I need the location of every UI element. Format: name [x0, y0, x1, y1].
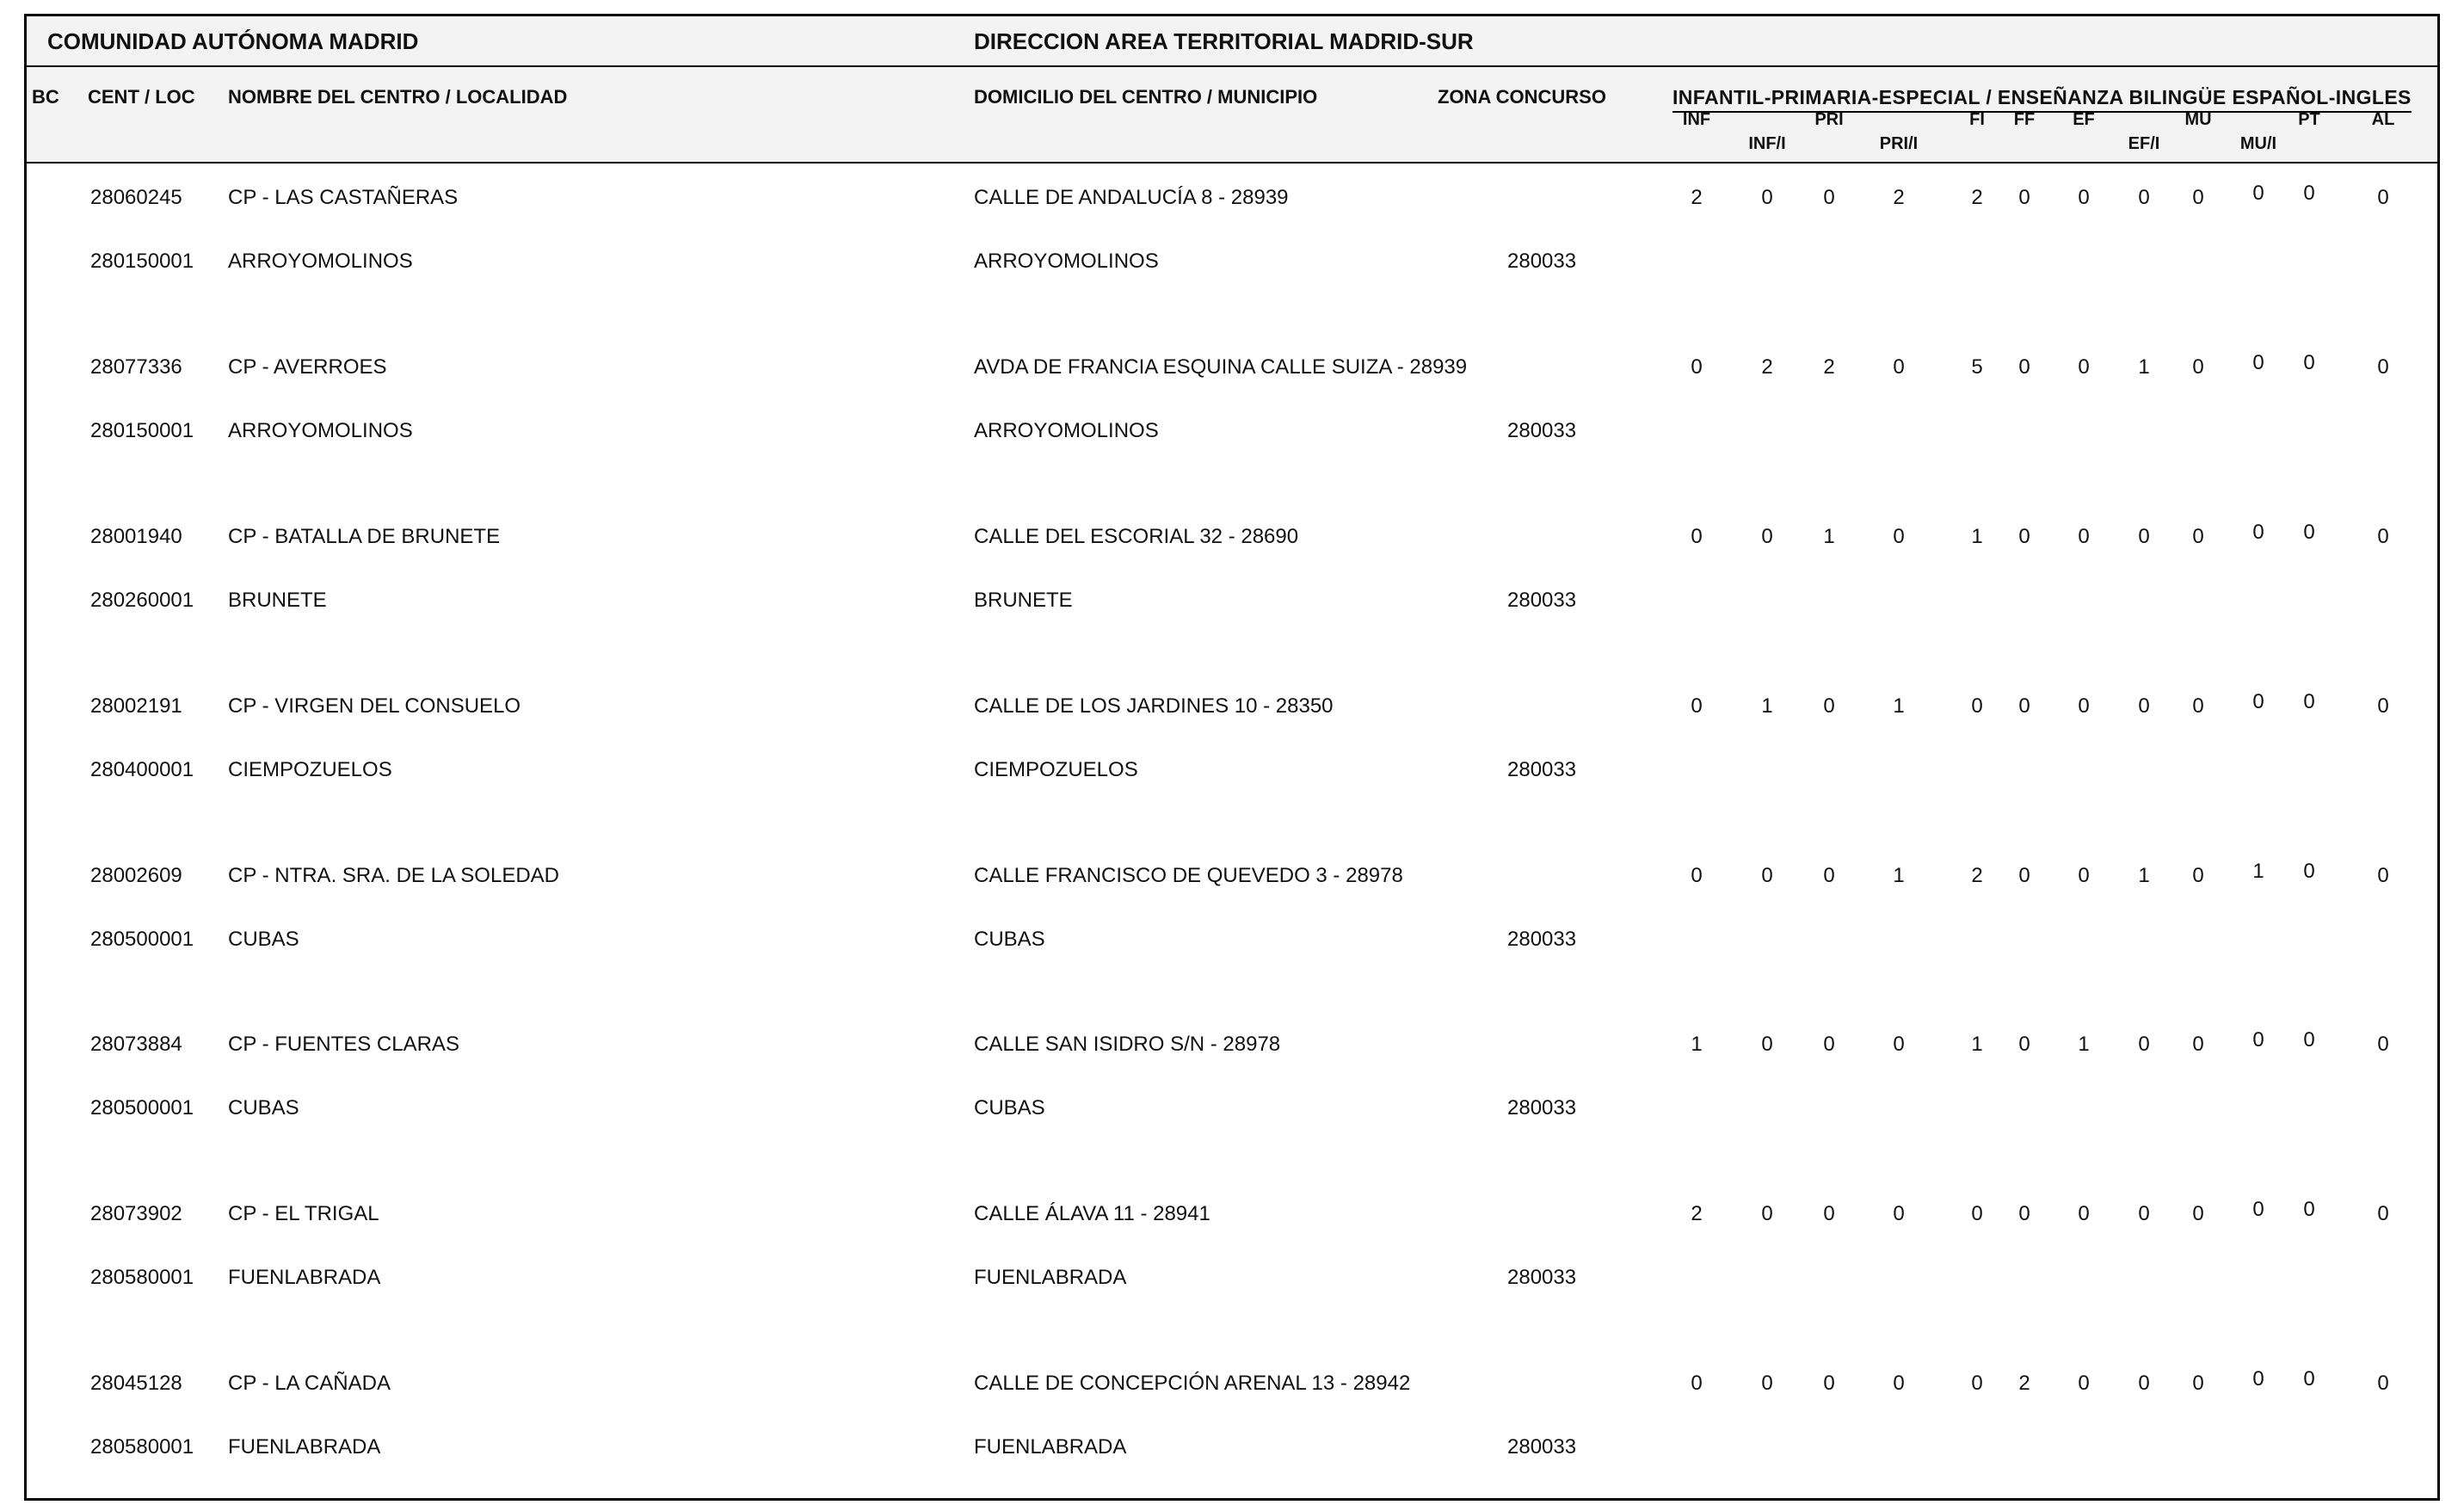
- school-address: CALLE DEL ESCORIAL 32 - 28690: [974, 524, 1299, 548]
- school-entry: [27, 503, 2437, 672]
- value-inf: 2: [1691, 1202, 1703, 1226]
- value-pt: 0: [2303, 1367, 2315, 1391]
- school-name: CP - BATALLA DE BRUNETE: [228, 524, 501, 548]
- value-ef-i: 0: [2138, 694, 2150, 718]
- column-header-bc: BC: [32, 86, 59, 108]
- school-entry: [27, 1349, 2437, 1501]
- school-name: CP - EL TRIGAL: [228, 1202, 379, 1226]
- value-inf: 0: [1691, 355, 1703, 379]
- value-mu-i: 0: [2252, 1028, 2264, 1052]
- value-ff: 2: [2018, 1372, 2030, 1396]
- value-ff: 0: [2018, 186, 2030, 209]
- school-name: CP - NTRA. SRA. DE LA SOLEDAD: [228, 863, 559, 887]
- value-pri: 1: [1823, 524, 1835, 548]
- col-pt: PT: [2298, 110, 2320, 129]
- school-name: CP - VIRGEN DEL CONSUELO: [228, 694, 521, 718]
- value-ff: 0: [2018, 694, 2030, 718]
- value-ef: 0: [2078, 1202, 2090, 1226]
- value-al: 0: [2377, 355, 2389, 379]
- locality-code: 280150001: [90, 250, 194, 273]
- value-al: 0: [2377, 1202, 2389, 1226]
- value-mu: 0: [2192, 1033, 2204, 1057]
- value-inf: 0: [1691, 1372, 1703, 1396]
- col-mu-i: MU/I: [2239, 134, 2277, 153]
- value-fi: 1: [1971, 524, 1983, 548]
- value-pri: 0: [1823, 186, 1835, 209]
- municipality-name: CUBAS: [974, 1096, 1045, 1120]
- school-address: CALLE SAN ISIDRO S/N - 28978: [974, 1033, 1281, 1057]
- locality-name: FUENLABRADA: [228, 1435, 381, 1459]
- school-name: CP - LAS CASTAÑERAS: [228, 186, 459, 209]
- value-fi: 2: [1971, 863, 1983, 887]
- value-pri-i: 2: [1893, 186, 1905, 209]
- col-inf: INF: [1682, 110, 1711, 129]
- locality-code: 280500001: [90, 1096, 194, 1120]
- value-mu: 0: [2192, 524, 2204, 548]
- value-ef: 0: [2078, 186, 2090, 209]
- value-inf-i: 0: [1761, 186, 1773, 209]
- locality-name: CUBAS: [228, 1096, 299, 1120]
- value-ef-i: 0: [2138, 186, 2150, 209]
- value-ef: 0: [2078, 355, 2090, 379]
- value-fi: 0: [1971, 1202, 1983, 1226]
- value-fi: 5: [1971, 355, 1983, 379]
- value-mu: 0: [2192, 186, 2204, 209]
- school-address: CALLE DE ANDALUCÍA 8 - 28939: [974, 186, 1289, 209]
- municipality-name: FUENLABRADA: [974, 1266, 1127, 1290]
- column-group-header: [1672, 86, 2437, 113]
- value-al: 0: [2377, 524, 2389, 548]
- value-al: 0: [2377, 694, 2389, 718]
- value-mu-i: 0: [2252, 1367, 2264, 1391]
- value-ef-i: 0: [2138, 1033, 2150, 1057]
- value-pri: 0: [1823, 1202, 1835, 1226]
- value-ff: 0: [2018, 863, 2030, 887]
- value-ff: 0: [2018, 1033, 2030, 1057]
- school-entry: [27, 672, 2437, 842]
- school-code: 28002609: [90, 863, 182, 887]
- municipality-name: ARROYOMOLINOS: [974, 250, 1159, 273]
- municipality-name: FUENLABRADA: [974, 1435, 1127, 1459]
- school-entry: [27, 1010, 2437, 1180]
- value-pri-i: 0: [1893, 524, 1905, 548]
- community-title: COMUNIDAD AUTÓNOMA MADRID: [47, 28, 419, 54]
- value-ef-i: 1: [2138, 355, 2150, 379]
- header-divider: [27, 65, 2437, 67]
- school-code: 28001940: [90, 524, 182, 548]
- value-ef-i: 1: [2138, 863, 2150, 887]
- column-header-zona-concurso: ZONA CONCURSO: [1438, 86, 1606, 108]
- school-entry: [27, 163, 2437, 333]
- value-mu-i: 1: [2252, 859, 2264, 883]
- zona-concurso-value: 280033: [1507, 1096, 1577, 1120]
- value-pri-i: 0: [1893, 1372, 1905, 1396]
- zona-concurso-value: 280033: [1507, 588, 1577, 612]
- locality-code: 280150001: [90, 418, 194, 442]
- col-al: AL: [2371, 110, 2395, 129]
- value-pri-i: 1: [1893, 863, 1905, 887]
- value-mu-i: 0: [2252, 1198, 2264, 1222]
- value-pri: 2: [1823, 355, 1835, 379]
- value-ef-i: 0: [2138, 1202, 2150, 1226]
- value-inf-i: 2: [1761, 355, 1773, 379]
- locality-code: 280500001: [90, 927, 194, 951]
- col-pri: PRI: [1814, 110, 1844, 129]
- value-pri-i: 0: [1893, 1033, 1905, 1057]
- value-mu: 0: [2192, 694, 2204, 718]
- value-inf: 0: [1691, 694, 1703, 718]
- school-entry: [27, 333, 2437, 503]
- value-ef-i: 0: [2138, 1372, 2150, 1396]
- locality-code: 280400001: [90, 757, 194, 781]
- col-ef: EF: [2073, 110, 2095, 129]
- value-pt: 0: [2303, 689, 2315, 713]
- school-entry: [27, 842, 2437, 1011]
- value-pri-i: 1: [1893, 694, 1905, 718]
- value-ff: 0: [2018, 1202, 2030, 1226]
- value-mu: 0: [2192, 1202, 2204, 1226]
- value-pt: 0: [2303, 520, 2315, 544]
- value-al: 0: [2377, 863, 2389, 887]
- value-ef: 0: [2078, 694, 2090, 718]
- value-pt: 0: [2303, 859, 2315, 883]
- value-al: 0: [2377, 1372, 2389, 1396]
- column-header-cent-loc: CENT / LOC: [88, 86, 195, 108]
- school-code: 28002191: [90, 694, 182, 718]
- col-pri-i: PRI/I: [1879, 134, 1919, 153]
- locality-code: 280260001: [90, 588, 194, 612]
- zona-concurso-value: 280033: [1507, 757, 1577, 781]
- value-mu: 0: [2192, 1372, 2204, 1396]
- school-address: AVDA DE FRANCIA ESQUINA CALLE SUIZA - 28939: [974, 355, 1468, 379]
- value-inf-i: 1: [1761, 694, 1773, 718]
- value-fi: 2: [1971, 186, 1983, 209]
- value-mu-i: 0: [2252, 689, 2264, 713]
- column-group-header-text: INFANTIL-PRIMARIA-ESPECIAL / ENSEÑANZA BILINGÜE ESPAÑOL-INGLES: [1672, 86, 2412, 113]
- value-inf: 0: [1691, 863, 1703, 887]
- value-al: 0: [2377, 1033, 2389, 1057]
- value-ef: 1: [2078, 1033, 2090, 1057]
- locality-code: 280580001: [90, 1266, 194, 1290]
- document-sheet: [24, 14, 2440, 1501]
- school-code: 28045128: [90, 1372, 182, 1396]
- locality-name: FUENLABRADA: [228, 1266, 381, 1290]
- municipality-name: CIEMPOZUELOS: [974, 757, 1138, 781]
- column-header-nombre: NOMBRE DEL CENTRO / LOCALIDAD: [228, 86, 568, 108]
- value-pri: 0: [1823, 863, 1835, 887]
- locality-name: ARROYOMOLINOS: [228, 418, 413, 442]
- locality-name: BRUNETE: [228, 588, 327, 612]
- school-code: 28073902: [90, 1202, 182, 1226]
- value-ef: 0: [2078, 1372, 2090, 1396]
- value-pri-i: 0: [1893, 1202, 1905, 1226]
- municipality-name: BRUNETE: [974, 588, 1073, 612]
- value-pt: 0: [2303, 350, 2315, 374]
- value-mu-i: 0: [2252, 182, 2264, 205]
- value-mu-i: 0: [2252, 520, 2264, 544]
- value-ef: 0: [2078, 524, 2090, 548]
- column-header-domicilio: DOMICILIO DEL CENTRO / MUNICIPIO: [974, 86, 1318, 108]
- rows: [27, 163, 2437, 1501]
- locality-name: ARROYOMOLINOS: [228, 250, 413, 273]
- locality-name: CUBAS: [228, 927, 299, 951]
- value-mu: 0: [2192, 355, 2204, 379]
- value-pt: 0: [2303, 182, 2315, 205]
- value-inf-i: 0: [1761, 863, 1773, 887]
- value-inf-i: 0: [1761, 1033, 1773, 1057]
- value-inf: 1: [1691, 1033, 1703, 1057]
- zona-concurso-value: 280033: [1507, 418, 1577, 442]
- value-pt: 0: [2303, 1198, 2315, 1222]
- value-pri: 0: [1823, 1372, 1835, 1396]
- municipality-name: CUBAS: [974, 927, 1045, 951]
- col-fi: FI: [1969, 110, 1985, 129]
- value-al: 0: [2377, 186, 2389, 209]
- value-ff: 0: [2018, 355, 2030, 379]
- zona-concurso-value: 280033: [1507, 250, 1577, 273]
- value-fi: 0: [1971, 1372, 1983, 1396]
- zona-concurso-value: 280033: [1507, 927, 1577, 951]
- school-entry: [27, 1180, 2437, 1349]
- school-address: CALLE ÁLAVA 11 - 28941: [974, 1202, 1210, 1226]
- value-inf-i: 0: [1761, 524, 1773, 548]
- value-mu: 0: [2192, 863, 2204, 887]
- value-fi: 1: [1971, 1033, 1983, 1057]
- locality-name: CIEMPOZUELOS: [228, 757, 392, 781]
- value-ef: 0: [2078, 863, 2090, 887]
- value-ff: 0: [2018, 524, 2030, 548]
- col-ef-i: EF/I: [2128, 134, 2160, 153]
- school-code: 28073884: [90, 1033, 182, 1057]
- territorial-direction-title: DIRECCION AREA TERRITORIAL MADRID-SUR: [974, 28, 1474, 54]
- school-address: CALLE DE LOS JARDINES 10 - 28350: [974, 694, 1334, 718]
- value-inf: 2: [1691, 186, 1703, 209]
- value-pri: 0: [1823, 694, 1835, 718]
- col-inf-i: INF/I: [1748, 134, 1786, 153]
- zona-concurso-value: 280033: [1507, 1266, 1577, 1290]
- col-ff: FF: [2013, 110, 2036, 129]
- col-mu: MU: [2184, 110, 2212, 129]
- school-name: CP - AVERROES: [228, 355, 387, 379]
- school-code: 28060245: [90, 186, 182, 209]
- school-name: CP - FUENTES CLARAS: [228, 1033, 459, 1057]
- value-mu-i: 0: [2252, 350, 2264, 374]
- value-inf-i: 0: [1761, 1372, 1773, 1396]
- value-pri-i: 0: [1893, 355, 1905, 379]
- school-code: 28077336: [90, 355, 182, 379]
- locality-code: 280580001: [90, 1435, 194, 1459]
- school-name: CP - LA CAÑADA: [228, 1372, 391, 1396]
- value-inf-i: 0: [1761, 1202, 1773, 1226]
- school-address: CALLE DE CONCEPCIÓN ARENAL 13 - 28942: [974, 1372, 1411, 1396]
- value-fi: 0: [1971, 694, 1983, 718]
- zona-concurso-value: 280033: [1507, 1435, 1577, 1459]
- value-pri: 0: [1823, 1033, 1835, 1057]
- value-pt: 0: [2303, 1028, 2315, 1052]
- value-inf: 0: [1691, 524, 1703, 548]
- value-ef-i: 0: [2138, 524, 2150, 548]
- municipality-name: ARROYOMOLINOS: [974, 418, 1159, 442]
- school-address: CALLE FRANCISCO DE QUEVEDO 3 - 28978: [974, 863, 1403, 887]
